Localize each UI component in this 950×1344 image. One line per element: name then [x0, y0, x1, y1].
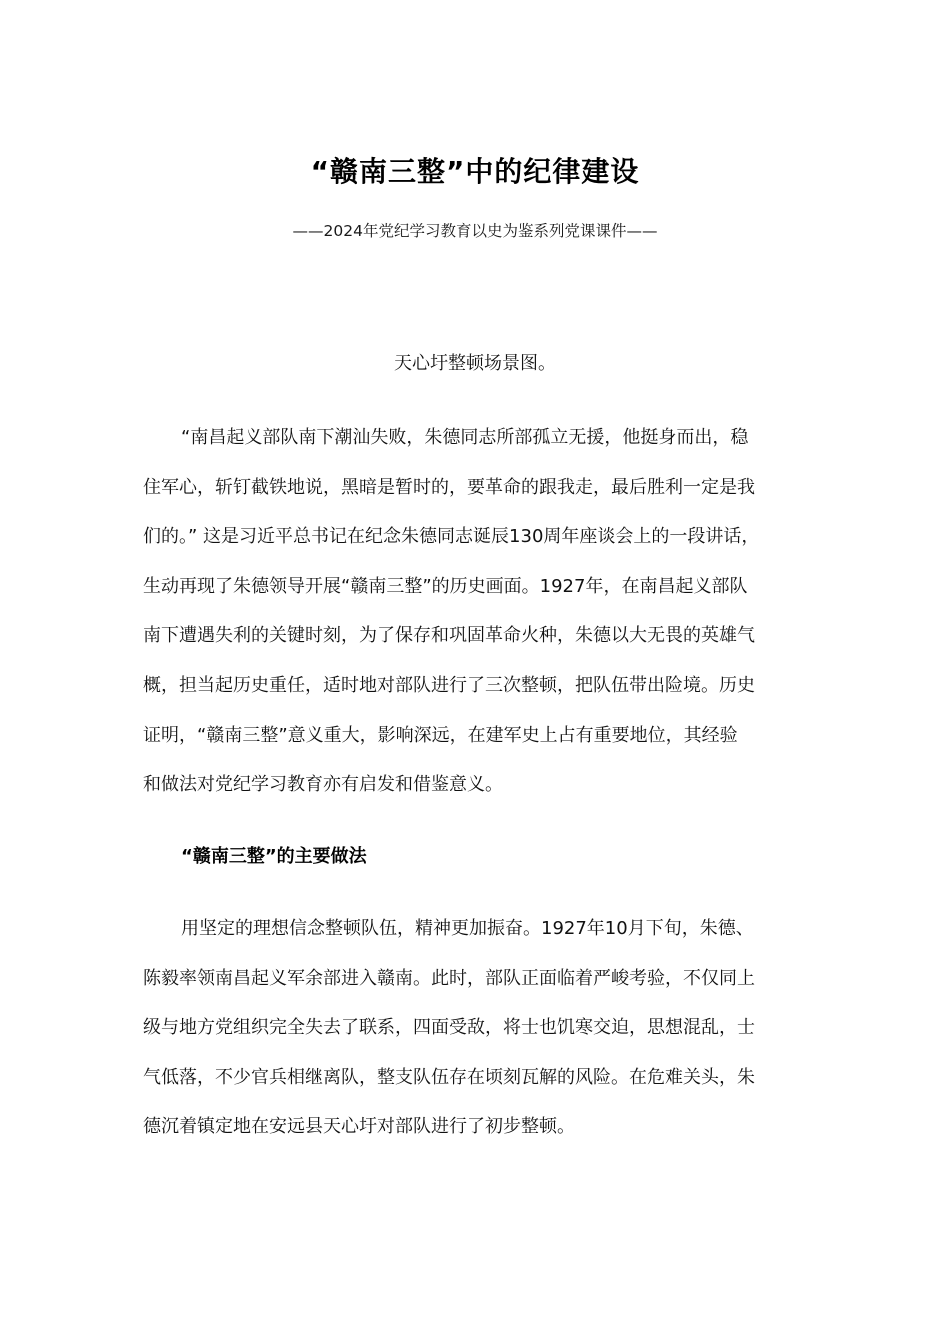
- paragraph-line: 概，担当起历史重任，适时地对部队进行了三次整顿，把队伍带出险境。历史: [143, 674, 755, 696]
- paragraph-line: 和做法对党纪学习教育亦有启发和借鉴意义。: [143, 774, 503, 796]
- document-title: “赣南三整”中的纪律建设: [310, 155, 640, 188]
- paragraph-line: 生动再现了朱德领导开展“赣南三整”的历史画面。1927年，在南昌起义部队: [143, 575, 748, 597]
- paragraph-line: 气低落，不少官兵相继离队，整支队伍存在顷刻瓦解的风险。在危难关头，朱: [143, 1066, 755, 1088]
- section-paragraph: [143, 904, 815, 1152]
- paragraph-line: 们的。” 这是习近平总书记在纪念朱德同志诞辰130周年座谈会上的一段讲话，: [143, 526, 760, 548]
- paragraph-line: “南昌起义部队南下潮汕失败，朱德同志所部孤立无援，他挺身而出，稳: [181, 427, 749, 448]
- document-subtitle: ——2024年党纪学习教育以史为鉴系列党课课件——: [292, 222, 658, 240]
- paragraph-line: 证明，“赣南三整”意义重大，影响深远，在建军史上占有重要地位，其经验: [143, 724, 738, 746]
- paragraph-line: 陈毅率领南昌起义军余部进入赣南。此时，部队正面临着严峻考验，不仅同上: [143, 967, 755, 989]
- paragraph-line: 住军心，斩钉截铁地说，黑暗是暂时的，要革命的跟我走，最后胜利一定是我: [143, 476, 755, 498]
- paragraph-line: 级与地方党组织完全失去了联系，四面受敌，将士也饥寒交迫，思想混乱，士: [143, 1017, 755, 1039]
- paragraph-line: 南下遭遇失利的关键时刻，为了保存和巩固革命火种，朱德以大无畏的英雄气: [143, 625, 755, 647]
- intro-paragraph: [143, 413, 815, 810]
- paragraph-line: 用坚定的理想信念整顿队伍，精神更加振奋。1927年10月下旬，朱德、: [181, 918, 754, 939]
- image-caption: 天心圩整顿场景图。: [394, 353, 556, 374]
- paragraph-line: 德沉着镇定地在安远县天心圩对部队进行了初步整顿。: [143, 1116, 575, 1138]
- section-heading: “赣南三整”的主要做法: [181, 846, 367, 867]
